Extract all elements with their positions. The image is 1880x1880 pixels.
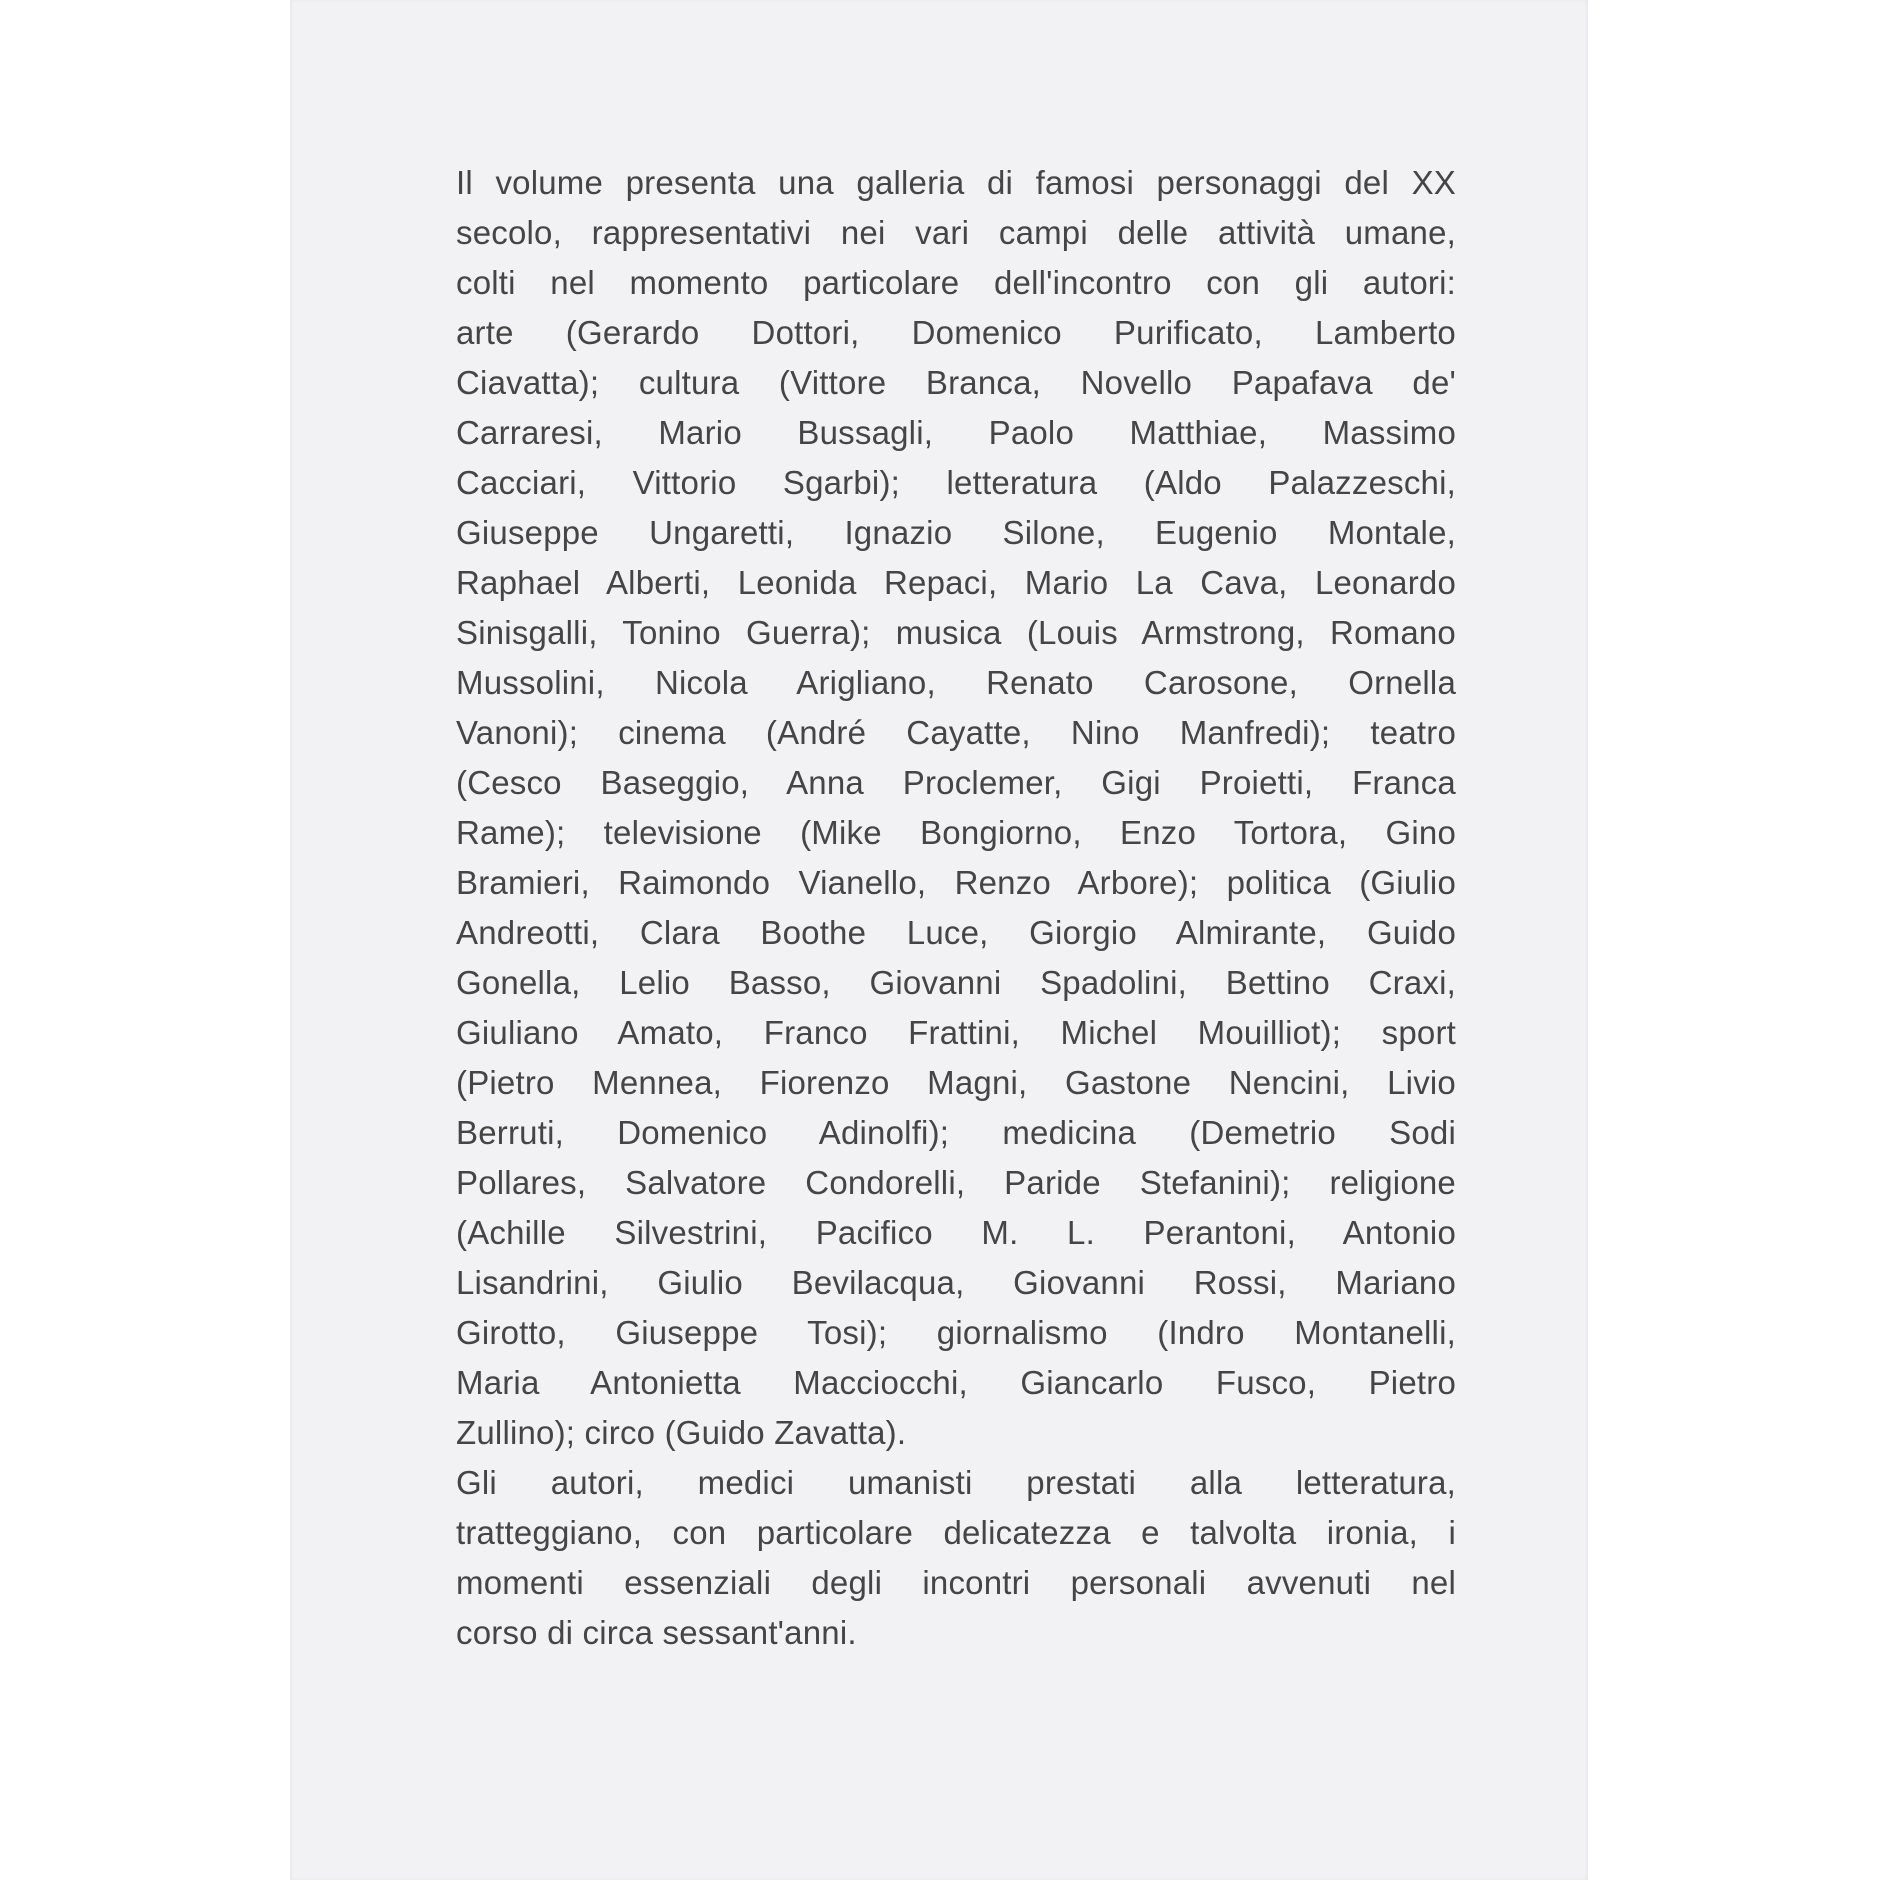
text-line: Il volume presenta una galleria di famosi personaggi del XX bbox=[456, 164, 1456, 201]
text-line: Girotto, Giuseppe Tosi); giornalismo (Indro Montanelli, bbox=[456, 1314, 1456, 1351]
text-line: secolo, rappresentativi nei vari campi delle attività umane, bbox=[456, 214, 1456, 251]
text-line: Cacciari, Vittorio Sgarbi); letteratura (Aldo Palazzeschi, bbox=[456, 464, 1456, 501]
text-line: Mussolini, Nicola Arigliano, Renato Carosone, Ornella bbox=[456, 664, 1456, 701]
text-line: Andreotti, Clara Boothe Luce, Giorgio Almirante, Guido bbox=[456, 914, 1456, 951]
text-line: Zullino); circo (Guido Zavatta). bbox=[456, 1414, 907, 1451]
text-line: momenti essenziali degli incontri personali avvenuti nel bbox=[456, 1564, 1456, 1601]
blurb-paragraph-main bbox=[456, 158, 1456, 1458]
text-line: Maria Antonietta Macciocchi, Giancarlo Fusco, Pietro bbox=[456, 1364, 1456, 1401]
blurb-paragraph-authors bbox=[456, 1458, 1456, 1658]
text-line: corso di circa sessant'anni. bbox=[456, 1614, 857, 1651]
text-line: (Pietro Mennea, Fiorenzo Magni, Gastone Nencini, Livio bbox=[456, 1064, 1456, 1101]
text-line: Vanoni); cinema (André Cayatte, Nino Manfredi); teatro bbox=[456, 714, 1456, 751]
blurb-text-block bbox=[456, 158, 1456, 1658]
text-line: (Cesco Baseggio, Anna Proclemer, Gigi Proietti, Franca bbox=[456, 764, 1456, 801]
text-line: tratteggiano, con particolare delicatezza e talvolta ironia, i bbox=[456, 1514, 1456, 1551]
text-line: Carraresi, Mario Bussagli, Paolo Matthiae, Massimo bbox=[456, 414, 1456, 451]
text-line: (Achille Silvestrini, Pacifico M. L. Perantoni, Antonio bbox=[456, 1214, 1456, 1251]
text-line: Gli autori, medici umanisti prestati alla letteratura, bbox=[456, 1464, 1456, 1501]
text-line: Sinisgalli, Tonino Guerra); musica (Louis Armstrong, Romano bbox=[456, 614, 1456, 651]
text-line: Berruti, Domenico Adinolfi); medicina (Demetrio Sodi bbox=[456, 1114, 1456, 1151]
text-line: Giuseppe Ungaretti, Ignazio Silone, Eugenio Montale, bbox=[456, 514, 1456, 551]
back-cover-page bbox=[290, 0, 1588, 1880]
text-line: arte (Gerardo Dottori, Domenico Purificato, Lamberto bbox=[456, 314, 1456, 351]
text-line: colti nel momento particolare dell'incontro con gli autori: bbox=[456, 264, 1456, 301]
text-line: Rame); televisione (Mike Bongiorno, Enzo Tortora, Gino bbox=[456, 814, 1456, 851]
text-line: Lisandrini, Giulio Bevilacqua, Giovanni Rossi, Mariano bbox=[456, 1264, 1456, 1301]
text-line: Pollares, Salvatore Condorelli, Paride Stefanini); religione bbox=[456, 1164, 1456, 1201]
text-line: Bramieri, Raimondo Vianello, Renzo Arbore); politica (Giulio bbox=[456, 864, 1456, 901]
text-line: Raphael Alberti, Leonida Repaci, Mario La Cava, Leonardo bbox=[456, 564, 1456, 601]
text-line: Gonella, Lelio Basso, Giovanni Spadolini, Bettino Craxi, bbox=[456, 964, 1456, 1001]
text-line: Ciavatta); cultura (Vittore Branca, Novello Papafava de' bbox=[456, 364, 1456, 401]
text-line: Giuliano Amato, Franco Frattini, Michel Mouilliot); sport bbox=[456, 1014, 1456, 1051]
